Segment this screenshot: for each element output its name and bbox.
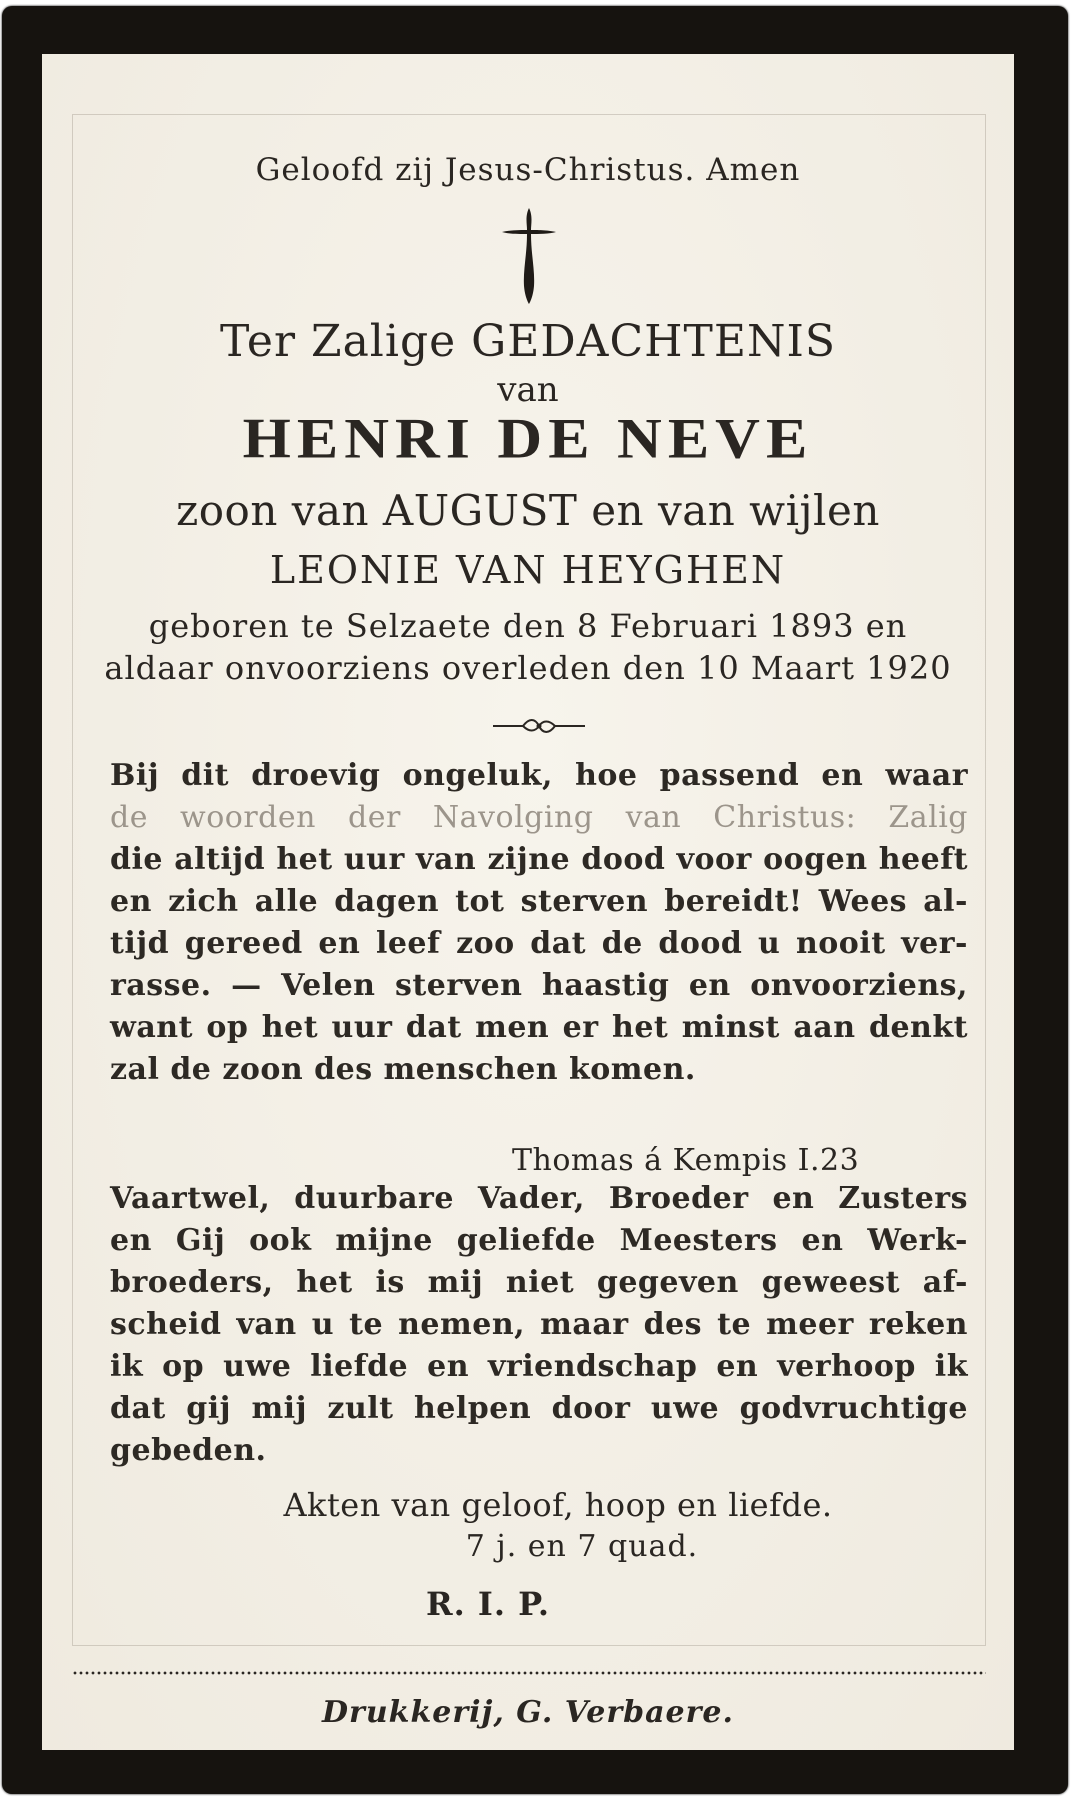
paragraph-line: broeders, het is mij niet gegeven geweest af-: [110, 1265, 968, 1300]
indulgence-line: 7 j. en 7 quad.: [465, 1529, 699, 1564]
paragraph-line: gebeden.: [110, 1433, 267, 1468]
ornament-icon: [489, 714, 589, 738]
paragraph-line: en zich alle dagen tot sterven bereidt! Wees al-: [110, 884, 968, 919]
paragraph-line: Vaartwel, duurbare Vader, Broeder en Zusters: [110, 1181, 968, 1216]
paragraph-line: tijd gereed en leef zoo dat de dood u nooit ver-: [110, 926, 968, 961]
paragraph-line: want op het uur dat men er het minst aan denkt: [110, 1010, 968, 1045]
parents-line: zoon van AUGUST en van wijlen: [176, 486, 880, 535]
deceased-name: HENRI DE NEVE: [242, 407, 814, 471]
mother-name: LEONIE VAN HEYGHEN: [269, 548, 787, 592]
paragraph-line: scheid van u te nemen, maar des te meer reken: [110, 1307, 968, 1342]
death-line: aldaar onvoorziens overleden den 10 Maart 1920: [104, 649, 952, 687]
paragraph-line: ik op uwe liefde en vriendschap en verhoop ik: [110, 1349, 968, 1384]
paragraph-line: en Gij ook mijne geliefde Meesters en Werk-: [110, 1223, 968, 1258]
citation: Thomas á Kempis I.23: [512, 1143, 860, 1178]
paragraph-line: de woorden der Navolging van Christus: Zalig: [110, 800, 968, 835]
van-line: van: [497, 370, 559, 410]
birth-line: geboren te Selzaete den 8 Februari 1893 en: [148, 607, 908, 645]
acts-line: Akten van geloof, hoop en liefde.: [283, 1486, 833, 1524]
paragraph-line: zal de zoon des menschen komen.: [110, 1052, 696, 1087]
paragraph-line: die altijd het uur van zijne dood voor oogen heeft: [110, 842, 968, 877]
dotted-divider: [72, 1670, 986, 1676]
paragraph-line: Bij dit droevig ongeluk, hoe passend en waar: [110, 758, 968, 793]
header-prayer: Geloofd zij Jesus-Christus. Amen: [255, 152, 801, 188]
cross-icon: [494, 206, 564, 306]
memorial-card: [2, 6, 1068, 1794]
paragraph-line: dat gij mij zult helpen door uwe godvruchtige: [110, 1391, 968, 1426]
printer-line: Drukkerij, G. Verbaere.: [322, 1695, 734, 1730]
card-paper: [42, 54, 1014, 1750]
paragraph-farewell: [110, 1178, 968, 1472]
rip-line: R. I. P.: [425, 1585, 551, 1623]
title-line: Ter Zalige GEDACHTENIS: [220, 316, 836, 367]
paragraph-line: rasse. — Velen sterven haastig en onvoorziens,: [110, 968, 968, 1003]
paragraph-quote: [110, 755, 968, 1091]
